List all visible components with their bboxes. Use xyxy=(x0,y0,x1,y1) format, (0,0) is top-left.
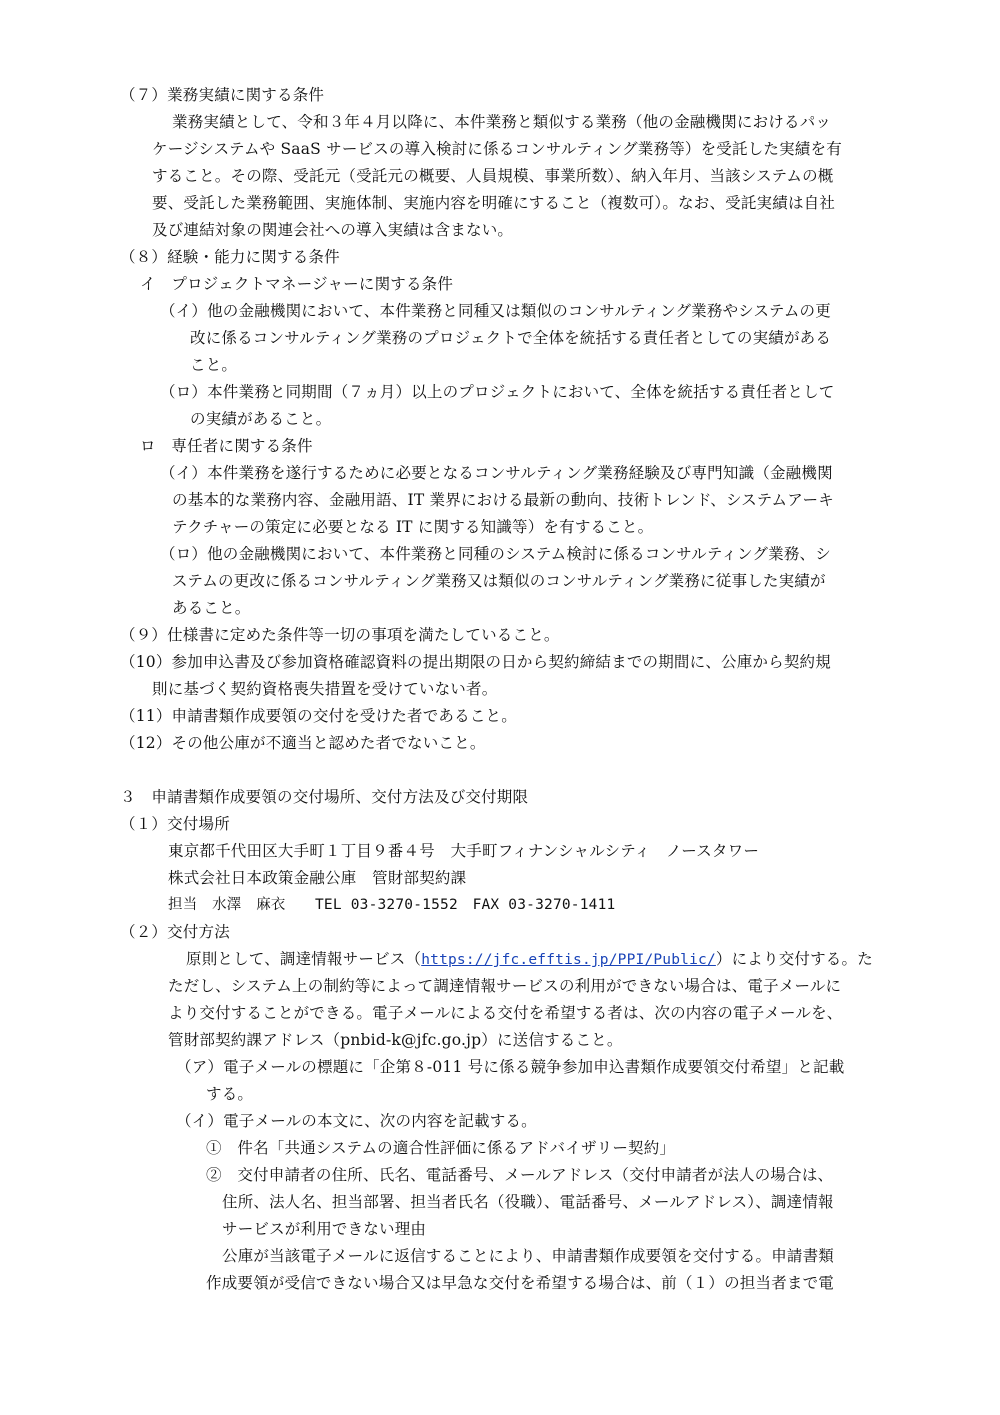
enumerated-item-1: ① 件名「共通システムの適合性評価に係るアドバイザリー契約」 xyxy=(206,1139,676,1157)
paragraph-line: あること。 xyxy=(172,599,251,617)
paragraph-line: の基本的な業務内容、金融用語、IT 業界における最新の動向、技術トレンド、システムアーキ xyxy=(172,491,834,509)
delivery-paragraph-line xyxy=(186,949,873,970)
paragraph-line: ステムの更改に係るコンサルティング業務又は類似のコンサルティング業務に従事した実績が xyxy=(172,572,826,590)
heading-12: （12）その他公庫が不適当と認めた者でないこと。 xyxy=(120,734,486,752)
delivery-text-after: ）により交付する。た xyxy=(715,950,873,968)
item-a: （ア）電子メールの標題に「企第８-011 号に係る競争参加申込書類作成要領交付希望」と記載 xyxy=(176,1058,845,1076)
paragraph-line: 公庫が当該電子メールに返信することにより、申請書類作成要領を交付する。申請書類 xyxy=(222,1247,834,1265)
procurement-service-link[interactable]: https://jfc.efftis.jp/PPI/Public/ xyxy=(421,952,716,968)
item-i: （イ）電子メールの本文に、次の内容を記載する。 xyxy=(176,1112,537,1130)
paragraph-line: （イ）他の金融機関において、本件業務と同種又は類似のコンサルティング業務やシステムの更 xyxy=(160,302,831,320)
paragraph-line: 改に係るコンサルティング業務のプロジェクトで全体を統括する責任者としての実績がある xyxy=(190,329,832,347)
paragraph-line: ケージシステムや SaaS サービスの導入検討に係るコンサルティング業務等）を受託した実績を有 xyxy=(152,140,842,158)
paragraph-line: 作成要領が受信できない場合又は早急な交付を希望する場合は、前（１）の担当者まで電 xyxy=(206,1274,835,1292)
paragraph-line: テクチャーの策定に必要となる IT に関する知識等）を有すること。 xyxy=(172,518,654,536)
paragraph-line: 及び連結対象の関連会社への導入実績は含まない。 xyxy=(152,221,514,239)
paragraph-line: サービスが利用できない理由 xyxy=(222,1220,427,1238)
section-heading-3: ３ 申請書類作成要領の交付場所、交付方法及び交付期限 xyxy=(120,788,529,806)
delivery-text-before: 原則として、調達情報サービス（ xyxy=(186,950,422,968)
paragraph-line: 業務実績として、令和３年４月以降に、本件業務と類似する業務（他の金融機関におけるパッ xyxy=(172,113,832,131)
heading-8: （８）経験・能力に関する条件 xyxy=(120,248,340,266)
paragraph-line: より交付することができる。電子メールによる交付を希望する者は、次の内容の電子メールを、 xyxy=(168,1004,843,1022)
organization-line: 株式会社日本政策金融公庫 管財部契約課 xyxy=(168,869,467,887)
heading-7: （７）業務実績に関する条件 xyxy=(120,86,325,104)
heading-3-1: （１）交付場所 xyxy=(120,815,230,833)
heading-9: （９）仕様書に定めた条件等一切の事項を満たしていること。 xyxy=(120,626,560,644)
enumerated-item-2: ② 交付申請者の住所、氏名、電話番号、メールアドレス（交付申請者が法人の場合は、 xyxy=(206,1166,834,1184)
paragraph-line: こと。 xyxy=(190,356,238,374)
paragraph-line: する。 xyxy=(206,1085,254,1103)
paragraph-line: すること。その際、受託元（受託元の概要、人員規模、事業所数）、納入年月、当該システムの概 xyxy=(152,167,834,185)
paragraph-line: ただし、システム上の制約等によって調達情報サービスの利用ができない場合は、電子メールに xyxy=(168,977,842,995)
heading-3-2: （２）交付方法 xyxy=(120,923,230,941)
paragraph-line: （ロ）他の金融機関において、本件業務と同種のシステム検討に係るコンサルティング業務、シ xyxy=(160,545,831,563)
paragraph-line: 管財部契約課アドレス（pnbid-k@jfc.go.jp）に送信すること。 xyxy=(168,1031,623,1049)
paragraph-line: 住所、法人名、担当部署、担当者氏名（役職）、電話番号、メールアドレス）、調達情報 xyxy=(222,1193,834,1211)
subheading-i: イ プロジェクトマネージャーに関する条件 xyxy=(140,275,454,293)
contact-line: 担当 水澤 麻衣 TEL 03-3270-1552 FAX 03-3270-1411 xyxy=(168,897,616,913)
subheading-ro: ロ 専任者に関する条件 xyxy=(140,437,313,455)
heading-11: （11）申請書類作成要領の交付を受けた者であること。 xyxy=(120,707,517,725)
paragraph-line: 則に基づく契約資格喪失措置を受けていない者。 xyxy=(152,680,498,698)
paragraph-line: 要、受託した業務範囲、実施体制、実施内容を明確にすること（複数可）。なお、受託実績は自社 xyxy=(152,194,836,212)
paragraph-line: （ロ）本件業務と同期間（７ヵ月）以上のプロジェクトにおいて、全体を統括する責任者として xyxy=(160,383,835,401)
address-line: 東京都千代田区大手町１丁目９番４号 大手町フィナンシャルシティ ノースタワー xyxy=(168,842,760,860)
paragraph-line: （イ）本件業務を遂行するために必要となるコンサルティング業務経験及び専門知識（金融機関 xyxy=(160,464,833,482)
heading-10: （10）参加申込書及び参加資格確認資料の提出期限の日から契約締結までの期間に、公庫から契約規 xyxy=(120,653,831,671)
paragraph-line: の実績があること。 xyxy=(190,410,332,428)
